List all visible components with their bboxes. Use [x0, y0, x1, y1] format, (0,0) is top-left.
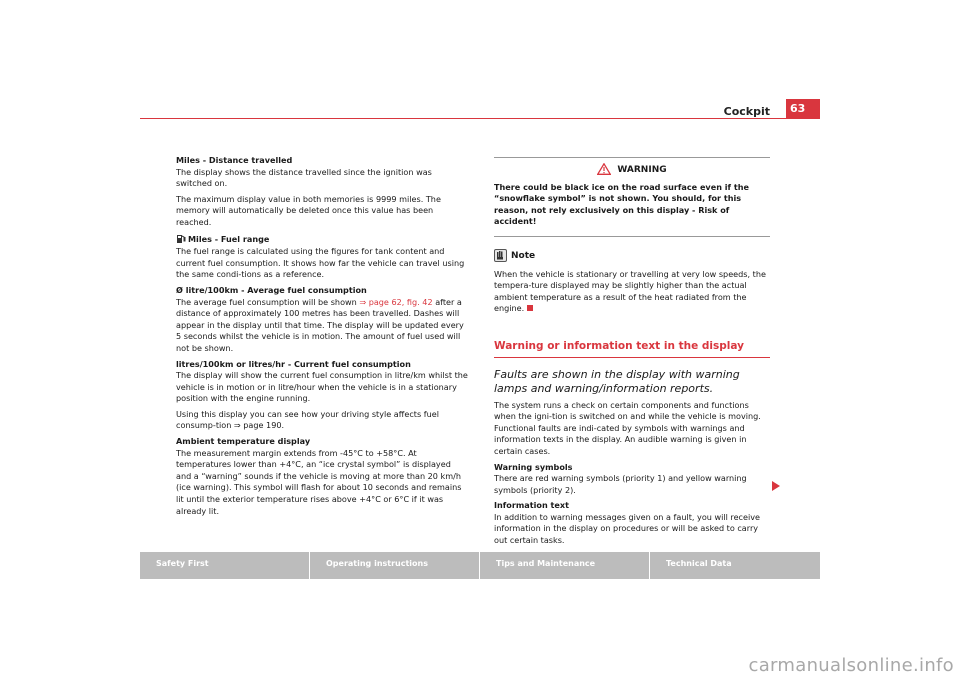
warning-box	[494, 157, 770, 237]
ambient-temperature-paragraph: The measurement margin extends from -45°C to +58°C. At temperatures lower than +4°C, an “ice crystal symbol” is displayed and a “warning” sounds if the vehicle is moving at more than 20 km/h (ice warning). This symbol will flash for about 10 seconds and remains lit until the exterior temperature rises above +4°C or 6°C if it was already lit.	[176, 447, 462, 516]
note-paragraph	[494, 269, 770, 315]
miles-paragraph-1: The display shows the distance travelled since the ignition was switched on.	[176, 166, 432, 189]
ambient-temperature-heading: Ambient temperature display	[176, 436, 311, 447]
average-text-start: The average fuel consumption will be shown	[176, 296, 360, 307]
footer-nav	[140, 552, 820, 579]
fuel-range-heading: Miles - Fuel range	[188, 233, 270, 244]
section-divider	[494, 357, 770, 358]
page-number: 63	[786, 99, 820, 118]
warning-symbols-paragraph: There are red warning symbols (priority 1) and yellow warning symbols (priority 2).	[494, 473, 747, 495]
end-of-section-marker	[527, 305, 533, 311]
note-text: When the vehicle is stationary or travelling at very low speeds, the tempera-ture displayed may be slightly higher than the actual ambient temperature as a result of the heat radiated from the engine.	[494, 268, 766, 314]
watermark: carmanualsonline.info	[748, 655, 954, 676]
section-paragraph: The system runs a check on certain components and functions when the igni-tion is switched on and while the vehicle is moving. Functional faults are indi-cated by symbols with warnings and information texts in the display. An audible warning is given in certain cases.	[494, 399, 761, 456]
left-column	[176, 155, 468, 521]
warning-title: WARNING	[617, 165, 667, 175]
current-consumption-paragraph-2: Using this display you can see how your driving style affects fuel consump-tion ⇒ page 190.	[176, 408, 439, 431]
fuel-range-paragraph: The fuel range is calculated using the figures for tank content and current fuel consumption. It shows how far the vehicle can travel using the same condi-tions as a reference.	[176, 246, 465, 280]
miles-heading: Miles - Distance travelled	[176, 155, 293, 165]
fuel-range-heading-row	[176, 233, 468, 247]
footer-tab-operating-instructions[interactable]: Operating instructions	[310, 552, 480, 579]
fuel-pump-icon	[176, 233, 186, 247]
page-header-title: Cockpit	[723, 105, 770, 118]
average-consumption-paragraph	[176, 297, 468, 355]
note-hand-icon	[494, 249, 507, 266]
warning-header	[494, 163, 770, 179]
section-subtitle: Faults are shown in the display with warning lamps and warning/information reports.	[494, 367, 740, 395]
warning-symbols-heading: Warning symbols	[494, 461, 573, 472]
footer-tab-technical-data[interactable]: Technical Data	[666, 559, 732, 568]
current-consumption-heading: litres/100km or litres/hr - Current fuel consumption	[176, 358, 411, 369]
warning-triangle-icon	[597, 163, 611, 179]
page-62-link[interactable]: ⇒ page 62, fig. 42	[359, 296, 433, 307]
information-text-paragraph: In addition to warning messages given on a fault, you will receive information in the display on procedures or will be asked to carry out certain tasks.	[494, 511, 761, 546]
note-title: Note	[511, 251, 536, 262]
footer-tab-safety-first[interactable]: Safety First	[140, 552, 310, 579]
right-column	[494, 157, 770, 551]
average-consumption-heading: Ø litre/100km - Average fuel consumption	[176, 284, 367, 295]
warning-text: There could be black ice on the road surface even if the “snowflake symbol” is not shown. You should, for this reason, not rely exclusively on this display - Risk of accident!	[494, 181, 750, 227]
average-text-end: after a distance of approximately 100 metres has been travelled. Dashes will appear in the display until that time. The display will be updated every 5 seconds whilst the vehicle is in motion. The amount of fuel used will not be shown.	[176, 296, 464, 353]
note-header	[494, 249, 770, 266]
footer-tab-tips-and-maintenance[interactable]: Tips and Maintenance	[480, 552, 650, 579]
miles-paragraph-2: The maximum display value in both memories is 9999 miles. The memory will automatically be deleted once this value has been reached.	[176, 193, 441, 227]
information-text-heading: Information text	[494, 500, 569, 511]
header-divider	[140, 118, 820, 119]
current-consumption-paragraph-1: The display will show the current fuel consumption in litre/km whilst the vehicle is in motion or in litre/hour when the vehicle is in a stationary position with the engine running.	[176, 370, 468, 404]
next-page-arrow-icon[interactable]	[772, 481, 780, 491]
section-heading: Warning or information text in the display	[494, 339, 744, 352]
